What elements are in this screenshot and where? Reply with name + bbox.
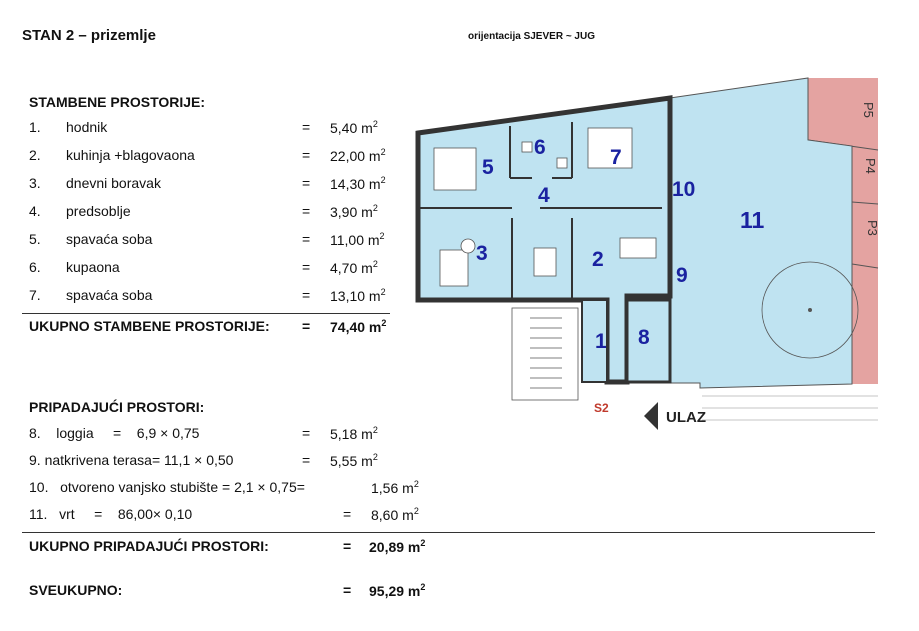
item-number: 2. — [29, 147, 41, 163]
room-label-4: 4 — [538, 184, 550, 207]
divider — [22, 532, 875, 533]
floor-plan — [412, 78, 878, 430]
aux-total-value: 20,89 $m^2$ — [369, 538, 426, 555]
room-label-6: 6 — [534, 136, 546, 159]
item-equals: = — [302, 147, 311, 163]
room-label-7: 7 — [610, 146, 622, 169]
item-equals: = — [302, 231, 311, 247]
item-equals: = — [302, 203, 311, 219]
living-total-value: 74,40 $m^2$ — [330, 318, 387, 335]
aux-item-text: 11. vrt = 86,00× 0,10 — [29, 506, 193, 522]
item-equals: = — [302, 259, 311, 275]
room-label-2: 2 — [592, 248, 604, 271]
grand-total-label: SVEUKUPNO: — [29, 582, 123, 598]
item-number: 7. — [29, 287, 41, 303]
item-name: kuhinja +blagovaona — [66, 147, 195, 163]
entrance-arrow-icon — [644, 402, 658, 430]
item-name: hodnik — [66, 119, 108, 135]
item-area: 13,10 $m^2$ — [330, 287, 386, 304]
item-name: dnevni boravak — [66, 175, 161, 191]
item-name: kupaona — [66, 259, 120, 275]
living-total-eq: = — [302, 318, 311, 334]
aux-total-eq: = — [343, 538, 352, 554]
aux-item-text: 10. otvoreno vanjsko stubište = 2,1 × 0,75= — [29, 479, 305, 495]
parking-label: P4 — [863, 158, 878, 174]
entrance-label: ULAZ — [666, 409, 706, 426]
page-title: STAN 2 – prizemlje — [22, 27, 156, 44]
item-number: 4. — [29, 203, 41, 219]
item-name: spavaća soba — [66, 231, 153, 247]
floor-plan-drawing — [412, 78, 878, 430]
aux-item-area: 1,56 $m^2$ — [371, 479, 419, 496]
item-name: spavaća soba — [66, 287, 153, 303]
room-label-10: 10 — [672, 178, 696, 201]
room-label-5: 5 — [482, 156, 494, 179]
hedge-pattern — [702, 396, 878, 420]
item-area: 3,90 $m^2$ — [330, 203, 378, 220]
item-area: 11,00 $m^2$ — [330, 231, 385, 248]
aux-total-label: UKUPNO PRIPADAJUĆI PROSTORI: — [29, 538, 269, 554]
parking-label: P3 — [865, 220, 880, 236]
aux-item-text: 9. natkrivena terasa= 11,1 × 0,50 — [29, 452, 234, 468]
room-label-8: 8 — [638, 326, 650, 349]
room-label-1: 1 — [595, 330, 607, 353]
aux-item-area: 5,18 $m^2$ — [330, 425, 378, 442]
parking-label: P5 — [861, 102, 876, 118]
exterior-stairs — [512, 308, 578, 400]
aux-item-text: 8. loggia = 6,9 × 0,75 — [29, 425, 200, 441]
divider — [22, 313, 390, 314]
item-area: 5,40 $m^2$ — [330, 119, 378, 136]
aux-item-area: 5,55 $m^2$ — [330, 452, 378, 469]
item-equals: = — [302, 119, 311, 135]
item-equals: = — [302, 175, 311, 191]
item-name: predsoblje — [66, 203, 131, 219]
living-heading: STAMBENE PROSTORIJE: — [29, 94, 206, 110]
item-number: 1. — [29, 119, 41, 135]
item-number: 5. — [29, 231, 41, 247]
living-total-label: UKUPNO STAMBENE PROSTORIJE: — [29, 318, 270, 334]
item-area: 22,00 $m^2$ — [330, 147, 386, 164]
grand-total-value: 95,29 $m^2$ — [369, 582, 426, 599]
grand-total-eq: = — [343, 582, 352, 598]
tree-symbol — [808, 308, 812, 312]
aux-heading: PRIPADAJUĆI PROSTORI: — [29, 399, 205, 415]
item-number: 6. — [29, 259, 41, 275]
room-label-9: 9 — [676, 264, 688, 287]
aux-item-equals: = — [302, 425, 311, 441]
orientation-note: orijentacija SJEVER ~ JUG — [468, 31, 595, 42]
item-area: 4,70 $m^2$ — [330, 259, 378, 276]
room-label-11: 11 — [740, 207, 765, 233]
item-equals: = — [302, 287, 311, 303]
aux-item-area: 8,60 $m^2$ — [371, 506, 419, 523]
room-label-3: 3 — [476, 242, 488, 265]
stair-label: S2 — [594, 401, 609, 415]
item-number: 3. — [29, 175, 41, 191]
aux-item-equals: = — [302, 452, 311, 468]
furniture — [461, 239, 475, 253]
aux-item-equals: = — [343, 506, 352, 522]
item-area: 14,30 $m^2$ — [330, 175, 386, 192]
